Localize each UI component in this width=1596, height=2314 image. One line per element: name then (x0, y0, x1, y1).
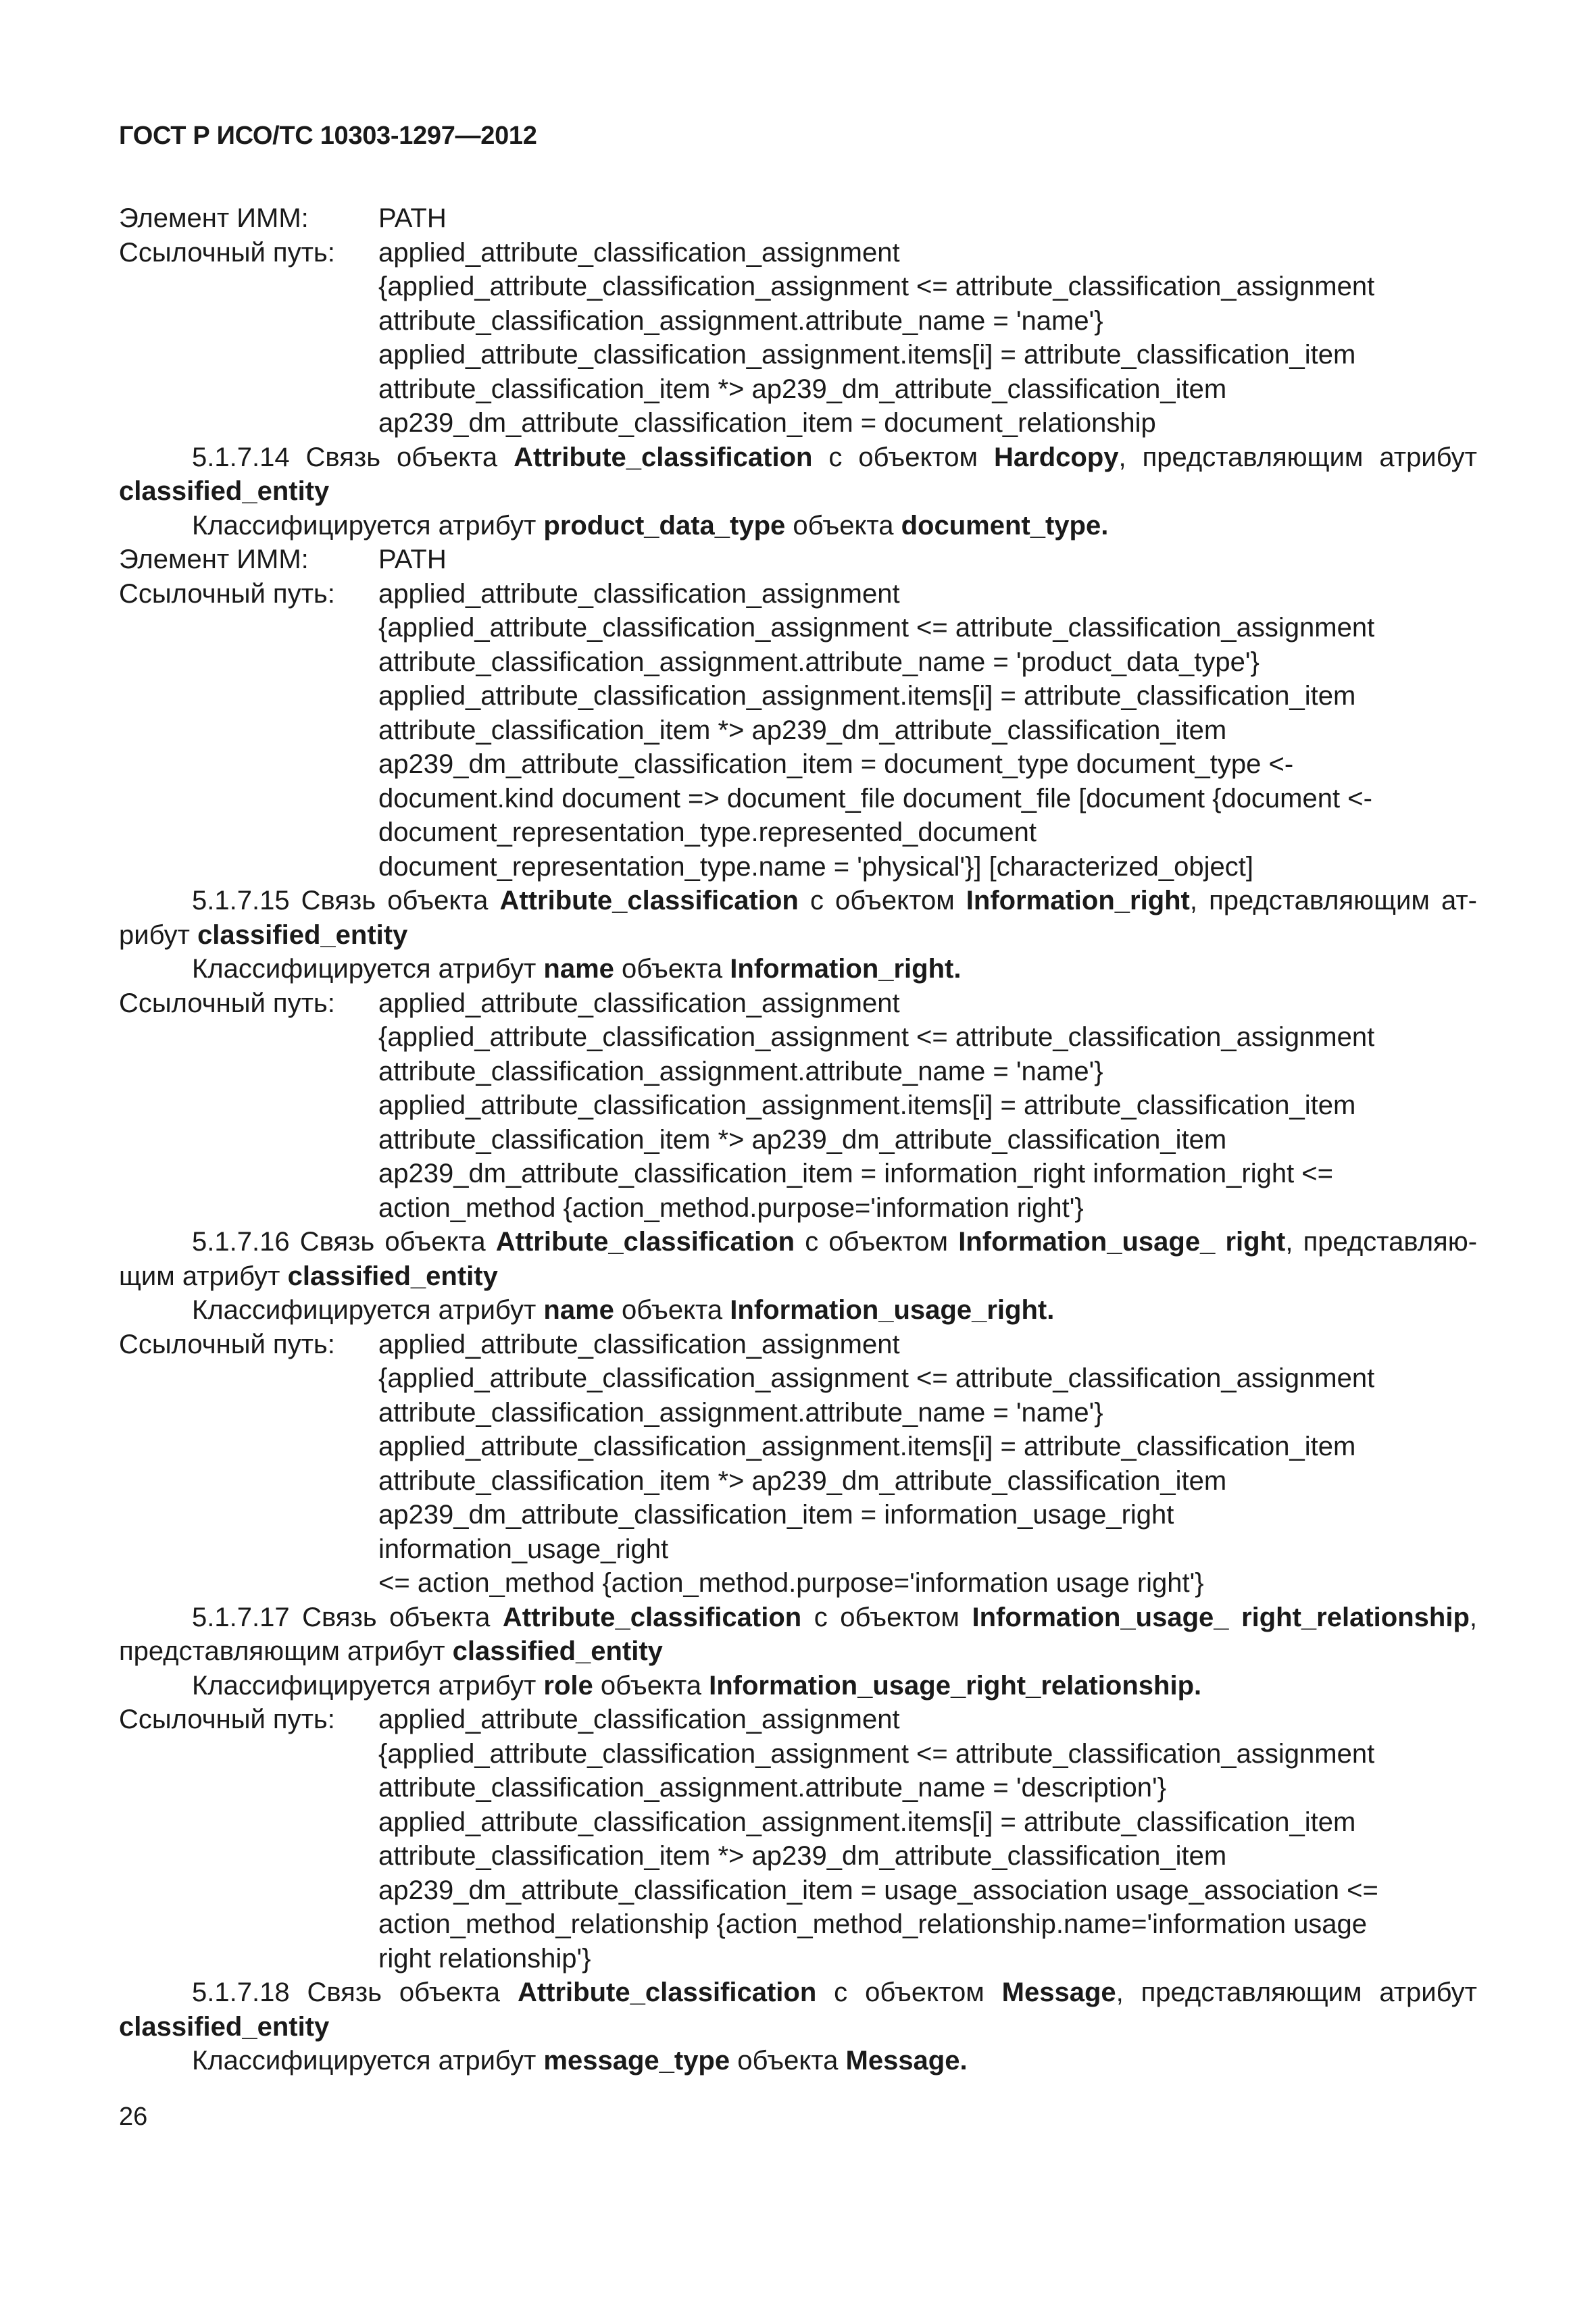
ref-path-row (119, 236, 1477, 441)
path-line: applied_attribute_classification_assignment.items[i] = attribute_classification_item (378, 340, 1356, 370)
ref-path-lines (378, 577, 1477, 884)
path-line: applied_attribute_classification_assignment (378, 1705, 900, 1734)
classification-line-16: Классифицируется атрибут name объекта Information_usage_right. (192, 1295, 1055, 1325)
path-line: attribute_classification_item *> ap239_dm_attribute_classification_item (378, 374, 1227, 404)
path-line: ap239_dm_attribute_classification_item = usage_association usage_association <= (378, 1875, 1378, 1905)
path-line: ap239_dm_attribute_classification_item = information_usage_right (378, 1500, 1174, 1530)
path-line: ap239_dm_attribute_classification_item = information_right information_right <= (378, 1159, 1334, 1188)
path-line: {applied_attribute_classification_assignment <= attribute_classification_assignment (378, 1738, 1375, 1769)
ref-path-lines (378, 1328, 1477, 1601)
path-line: {applied_attribute_classification_assignment <= attribute_classification_assignment (378, 1363, 1375, 1393)
path-line: applied_attribute_classification_assignment.items[i] = attribute_classification_item (378, 1807, 1356, 1837)
path-line: applied_attribute_classification_assignment (378, 988, 900, 1018)
section-heading-14: 5.1.7.14 Связь объекта Attribute_classification с объектом Hardcopy, представляющим атрибут classified_entity (119, 442, 1478, 506)
ref-path-lines (378, 1703, 1477, 1976)
path-line: attribute_classification_item *> ap239_dm_attribute_classification_item (378, 1465, 1227, 1496)
ref-path-lines (378, 236, 1477, 441)
path-line: information_usage_right (378, 1534, 669, 1564)
path-line: attribute_classification_item *> ap239_dm_attribute_classification_item (378, 1124, 1227, 1155)
ref-path-lines (378, 986, 1477, 1226)
path-line: attribute_classification_assignment.attribute_name = 'product_data_type'} (378, 647, 1260, 677)
element-value: PATH (378, 203, 447, 233)
element-row (119, 201, 1477, 236)
section-heading-17: 5.1.7.17 Связь объекта Attribute_classification с объектом Information_usage_ right_relationship, представляющим атрибут classified_entity (119, 1602, 1478, 1666)
classification-line-17: Классифицируется атрибут role объекта Information_usage_right_relationship. (192, 1670, 1202, 1701)
element-label: Элемент ИММ: (119, 545, 309, 574)
path-line: {applied_attribute_classification_assignment <= attribute_classification_assignment (378, 272, 1375, 301)
path-line: action_method {action_method.purpose='information right'} (378, 1192, 1084, 1223)
ref-path-row (119, 986, 1477, 1226)
ref-path-row (119, 1328, 1477, 1601)
path-line: ap239_dm_attribute_classification_item = document_type document_type <- (378, 749, 1294, 779)
section-heading-16: 5.1.7.16 Связь объекта Attribute_classification с объектом Information_usage_ right, представляю-щим атрибут classified_entity (119, 1227, 1478, 1291)
path-line: document.kind document => document_file document_file [document {document <- (378, 783, 1372, 813)
path-line: action_method_relationship {action_method_relationship.name='information usage (378, 1909, 1368, 1939)
classification-line-15: Классифицируется атрибут name объекта Information_right. (192, 954, 962, 984)
ref-path-label: Ссылочный путь: (119, 1705, 335, 1734)
path-line: applied_attribute_classification_assignment (378, 1329, 900, 1359)
path-line: <= action_method {action_method.purpose='information usage right'} (378, 1568, 1204, 1598)
path-line: attribute_classification_assignment.attribute_name = 'name'} (378, 1056, 1103, 1086)
ref-path-label: Ссылочный путь: (119, 237, 335, 268)
section-heading-15: 5.1.7.15 Связь объекта Attribute_classification с объектом Information_right, представляющим ат-рибут classified_entity (119, 886, 1477, 950)
path-line: document_representation_type.name = 'physical'}] [characterized_object] (378, 851, 1253, 882)
ref-path-row (119, 577, 1477, 884)
ref-path-label: Ссылочный путь: (119, 578, 335, 609)
classification-line-14: Классифицируется атрибут product_data_type объекта document_type. (192, 510, 1109, 540)
element-label: Элемент ИММ: (119, 203, 309, 233)
path-line: right relationship'} (378, 1943, 591, 1973)
element-row (119, 543, 1477, 577)
path-line: applied_attribute_classification_assignment (378, 578, 900, 609)
path-line: attribute_classification_assignment.attribute_name = 'description'} (378, 1773, 1166, 1803)
document-body (119, 201, 1477, 2078)
path-line: applied_attribute_classification_assignment.items[i] = attribute_classification_item (378, 1432, 1356, 1461)
element-value: PATH (378, 545, 447, 574)
path-line: attribute_classification_assignment.attribute_name = 'name'} (378, 1397, 1103, 1428)
path-line: applied_attribute_classification_assignment.items[i] = attribute_classification_item (378, 1090, 1356, 1120)
path-line: applied_attribute_classification_assignment (378, 237, 900, 268)
ref-path-label: Ссылочный путь: (119, 1329, 335, 1359)
page-number: 26 (119, 2103, 148, 2131)
path-line: attribute_classification_item *> ap239_dm_attribute_classification_item (378, 715, 1227, 745)
path-line: {applied_attribute_classification_assignment <= attribute_classification_assignment (378, 613, 1375, 643)
path-line: attribute_classification_assignment.attribute_name = 'name'} (378, 305, 1103, 336)
ref-path-row (119, 1703, 1477, 1976)
ref-path-label: Ссылочный путь: (119, 988, 335, 1018)
section-heading-18: 5.1.7.18 Связь объекта Attribute_classification с объектом Message, представляющим атрибут classified_entity (119, 1978, 1477, 2042)
path-line: attribute_classification_item *> ap239_dm_attribute_classification_item (378, 1841, 1227, 1871)
path-line: ap239_dm_attribute_classification_item = document_relationship (378, 408, 1156, 438)
path-line: document_representation_type.represented_document (378, 818, 1037, 847)
classification-line-18: Классифицируется атрибут message_type объекта Message. (192, 2046, 968, 2076)
path-line: {applied_attribute_classification_assignment <= attribute_classification_assignment (378, 1022, 1375, 1052)
document-header: ГОСТ Р ИСО/ТС 10303-1297—2012 (119, 122, 537, 150)
path-line: applied_attribute_classification_assignment.items[i] = attribute_classification_item (378, 681, 1356, 711)
